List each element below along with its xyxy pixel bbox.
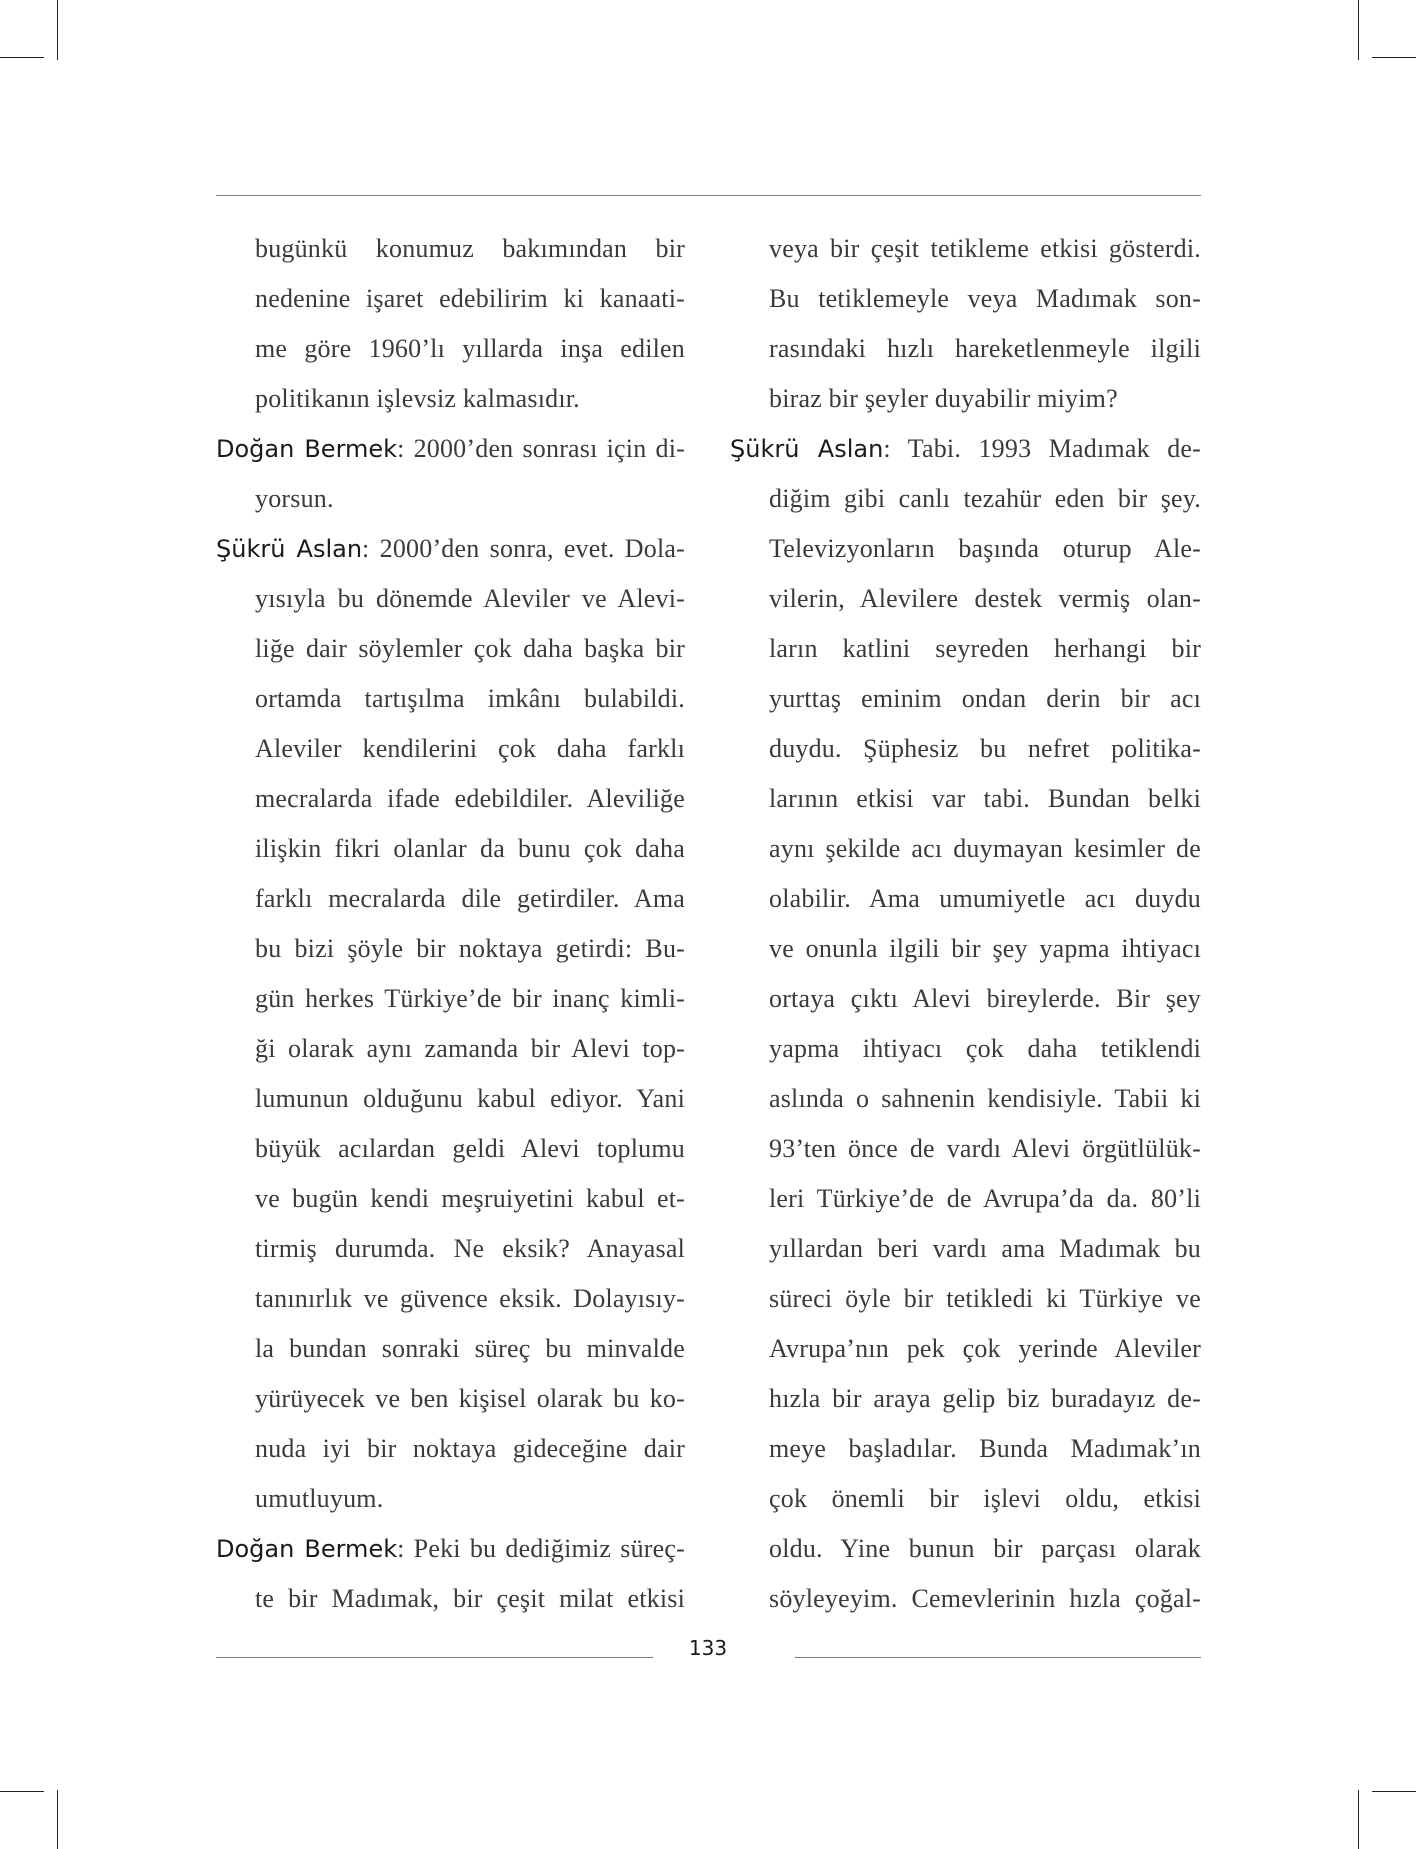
text-line bbox=[216, 879, 685, 929]
text-line bbox=[730, 779, 1201, 829]
crop-mark-bottom-left-horizontal bbox=[0, 1791, 44, 1792]
line-text: yorsun. bbox=[255, 484, 334, 513]
crop-mark-top-left-vertical bbox=[57, 0, 58, 60]
line-text: yısıyla bu dönemde Aleviler ve Alevi- bbox=[255, 584, 685, 613]
line-text: politikanın işlevsiz kalmasıdır. bbox=[255, 384, 580, 413]
text-line bbox=[730, 979, 1201, 1029]
line-text: liğe dair söylemler çok daha başka bir bbox=[255, 634, 685, 663]
line-text: umutluyum. bbox=[255, 1484, 384, 1513]
text-line bbox=[730, 1379, 1201, 1429]
line-text: çok önemli bir işlevi oldu, etkisi bbox=[769, 1484, 1201, 1513]
line-text: ortamda tartışılma imkânı bulabildi. bbox=[255, 684, 685, 713]
line-text: söyleyeyim. Cemevlerinin hızla çoğal- bbox=[769, 1584, 1201, 1613]
text-line bbox=[730, 1529, 1201, 1579]
crop-mark-top-right-horizontal bbox=[1372, 57, 1416, 58]
text-line bbox=[216, 1379, 685, 1429]
text-line bbox=[216, 1229, 685, 1279]
text-line bbox=[216, 379, 685, 429]
line-text: la bundan sonraki süreç bu minvalde bbox=[255, 1334, 685, 1363]
text-line bbox=[216, 1029, 685, 1079]
text-line bbox=[730, 479, 1201, 529]
line-text: Aleviler kendilerini çok daha farklı bbox=[255, 734, 685, 763]
line-text: : 2000’den sonra, evet. Dola- bbox=[362, 534, 685, 563]
text-line bbox=[216, 479, 685, 529]
text-line bbox=[216, 229, 685, 279]
text-line bbox=[216, 1429, 685, 1479]
line-text: Televizyonların başında oturup Ale- bbox=[769, 534, 1201, 563]
text-line bbox=[730, 629, 1201, 679]
crop-mark-bottom-right-horizontal bbox=[1372, 1791, 1416, 1792]
line-text: Bu tetiklemeyle veya Madımak son- bbox=[769, 284, 1201, 313]
crop-mark-bottom-left-vertical bbox=[57, 1790, 58, 1849]
line-text: aslında o sahnenin kendisiyle. Tabii ki bbox=[769, 1084, 1201, 1113]
line-text: tanınırlık ve güvence eksik. Dolayısıy- bbox=[255, 1284, 685, 1313]
line-text: nedenine işaret edebilirim ki kanaati- bbox=[255, 284, 685, 313]
text-line bbox=[730, 229, 1201, 279]
text-line bbox=[730, 1329, 1201, 1379]
speaker-name: Doğan Bermek bbox=[216, 435, 398, 463]
text-line bbox=[216, 1179, 685, 1229]
text-line bbox=[216, 829, 685, 879]
text-line bbox=[730, 1079, 1201, 1129]
text-line bbox=[730, 1479, 1201, 1529]
line-text: yapma ihtiyacı çok daha tetiklendi bbox=[769, 1034, 1201, 1063]
line-text: gün herkes Türkiye’de bir inanç kimli- bbox=[255, 984, 685, 1013]
text-line bbox=[730, 679, 1201, 729]
speaker-line bbox=[216, 529, 685, 579]
crop-mark-top-left-horizontal bbox=[0, 57, 44, 58]
text-line bbox=[216, 1279, 685, 1329]
text-line bbox=[730, 579, 1201, 629]
crop-mark-top-right-vertical bbox=[1358, 0, 1359, 60]
line-text: : Tabi. 1993 Madımak de- bbox=[883, 434, 1202, 463]
text-line bbox=[216, 329, 685, 379]
line-text: olabilir. Ama umumiyetle acı duydu bbox=[769, 884, 1201, 913]
speaker-line bbox=[216, 429, 685, 479]
line-text: nuda iyi bir noktaya gideceğine dair bbox=[255, 1434, 685, 1463]
text-column-right bbox=[730, 229, 1201, 1629]
footer-rule-right bbox=[795, 1657, 1201, 1658]
text-line bbox=[730, 1229, 1201, 1279]
line-text: ve bugün kendi meşruiyetini kabul et- bbox=[255, 1184, 685, 1213]
line-text: vilerin, Alevilere destek vermiş olan- bbox=[769, 584, 1201, 613]
line-text: ilişkin fikri olanlar da bunu çok daha bbox=[255, 834, 685, 863]
text-line bbox=[216, 779, 685, 829]
text-line bbox=[730, 379, 1201, 429]
line-text: lumunun olduğunu kabul ediyor. Yani bbox=[255, 1084, 685, 1113]
text-line bbox=[216, 579, 685, 629]
line-text: diğim gibi canlı tezahür eden bir şey. bbox=[769, 484, 1201, 513]
line-text: meye başladılar. Bunda Madımak’ın bbox=[769, 1434, 1201, 1463]
line-text: : Peki bu dediğimiz süreç- bbox=[397, 1534, 685, 1563]
line-text: Avrupa’nın pek çok yerinde Aleviler bbox=[769, 1334, 1201, 1363]
text-line bbox=[730, 929, 1201, 979]
text-line bbox=[216, 1579, 685, 1629]
line-text: aynı şekilde acı duymayan kesimler de bbox=[769, 834, 1201, 863]
text-line bbox=[730, 529, 1201, 579]
speaker-line bbox=[216, 1529, 685, 1579]
text-line bbox=[730, 1129, 1201, 1179]
text-line bbox=[730, 329, 1201, 379]
line-text: veya bir çeşit tetikleme etkisi gösterdi. bbox=[769, 234, 1201, 263]
text-line bbox=[216, 279, 685, 329]
line-text: farklı mecralarda dile getirdiler. Ama bbox=[255, 884, 685, 913]
line-text: rasındaki hızlı hareketlenmeyle ilgili bbox=[769, 334, 1201, 363]
speaker-name: Şükrü Aslan bbox=[730, 435, 884, 463]
text-line bbox=[730, 1179, 1201, 1229]
line-text: hızla bir araya gelip biz buradayız de- bbox=[769, 1384, 1201, 1413]
line-text: te bir Madımak, bir çeşit milat etkisi bbox=[255, 1584, 685, 1613]
line-text: yurttaş eminim ondan derin bir acı bbox=[769, 684, 1201, 713]
line-text: 93’ten önce de vardı Alevi örgütlülük- bbox=[769, 1134, 1201, 1163]
text-line bbox=[216, 1329, 685, 1379]
text-line bbox=[730, 1429, 1201, 1479]
text-line bbox=[216, 929, 685, 979]
text-line bbox=[730, 879, 1201, 929]
line-text: biraz bir şeyler duyabilir miyim? bbox=[769, 384, 1118, 413]
line-text: ortaya çıktı Alevi bireylerde. Bir şey bbox=[769, 984, 1201, 1013]
line-text: mecralarda ifade edebildiler. Aleviliğe bbox=[255, 784, 685, 813]
page-number: 133 bbox=[688, 1636, 728, 1660]
text-column-left bbox=[216, 229, 685, 1629]
line-text: yürüyecek ve ben kişisel olarak bu ko- bbox=[255, 1384, 685, 1413]
text-line bbox=[216, 979, 685, 1029]
text-line bbox=[216, 629, 685, 679]
text-line bbox=[216, 1479, 685, 1529]
text-line bbox=[216, 1129, 685, 1179]
text-line bbox=[730, 1029, 1201, 1079]
line-text: : 2000’den sonrası için di- bbox=[397, 434, 685, 463]
line-text: büyük acılardan geldi Alevi toplumu bbox=[255, 1134, 685, 1163]
line-text: duydu. Şüphesiz bu nefret politika- bbox=[769, 734, 1201, 763]
text-line bbox=[730, 1579, 1201, 1629]
text-line bbox=[216, 729, 685, 779]
line-text: bu bizi şöyle bir noktaya getirdi: Bu- bbox=[255, 934, 685, 963]
text-line bbox=[216, 1079, 685, 1129]
speaker-name: Şükrü Aslan bbox=[216, 535, 363, 563]
text-line bbox=[730, 279, 1201, 329]
line-text: bugünkü konumuz bakımından bir bbox=[255, 234, 685, 263]
line-text: ve onunla ilgili bir şey yapma ihtiyacı bbox=[769, 934, 1201, 963]
text-line bbox=[730, 1279, 1201, 1329]
text-line bbox=[730, 829, 1201, 879]
line-text: larının etkisi var tabi. Bundan belki bbox=[769, 784, 1201, 813]
line-text: süreci öyle bir tetikledi ki Türkiye ve bbox=[769, 1284, 1201, 1313]
line-text: leri Türkiye’de de Avrupa’da da. 80’li bbox=[769, 1184, 1201, 1213]
line-text: tirmiş durumda. Ne eksik? Anayasal bbox=[255, 1234, 685, 1263]
text-line bbox=[730, 729, 1201, 779]
crop-mark-bottom-right-vertical bbox=[1358, 1790, 1359, 1849]
header-rule bbox=[216, 195, 1201, 196]
line-text: oldu. Yine bunun bir parçası olarak bbox=[769, 1534, 1201, 1563]
speaker-name: Doğan Bermek bbox=[216, 1535, 398, 1563]
line-text: ği olarak aynı zamanda bir Alevi top- bbox=[255, 1034, 685, 1063]
speaker-line bbox=[730, 429, 1201, 479]
line-text: ların katlini seyreden herhangi bir bbox=[769, 634, 1201, 663]
text-line bbox=[216, 679, 685, 729]
line-text: yıllardan beri vardı ama Madımak bu bbox=[769, 1234, 1201, 1263]
line-text: me göre 1960’lı yıllarda inşa edilen bbox=[255, 334, 685, 363]
